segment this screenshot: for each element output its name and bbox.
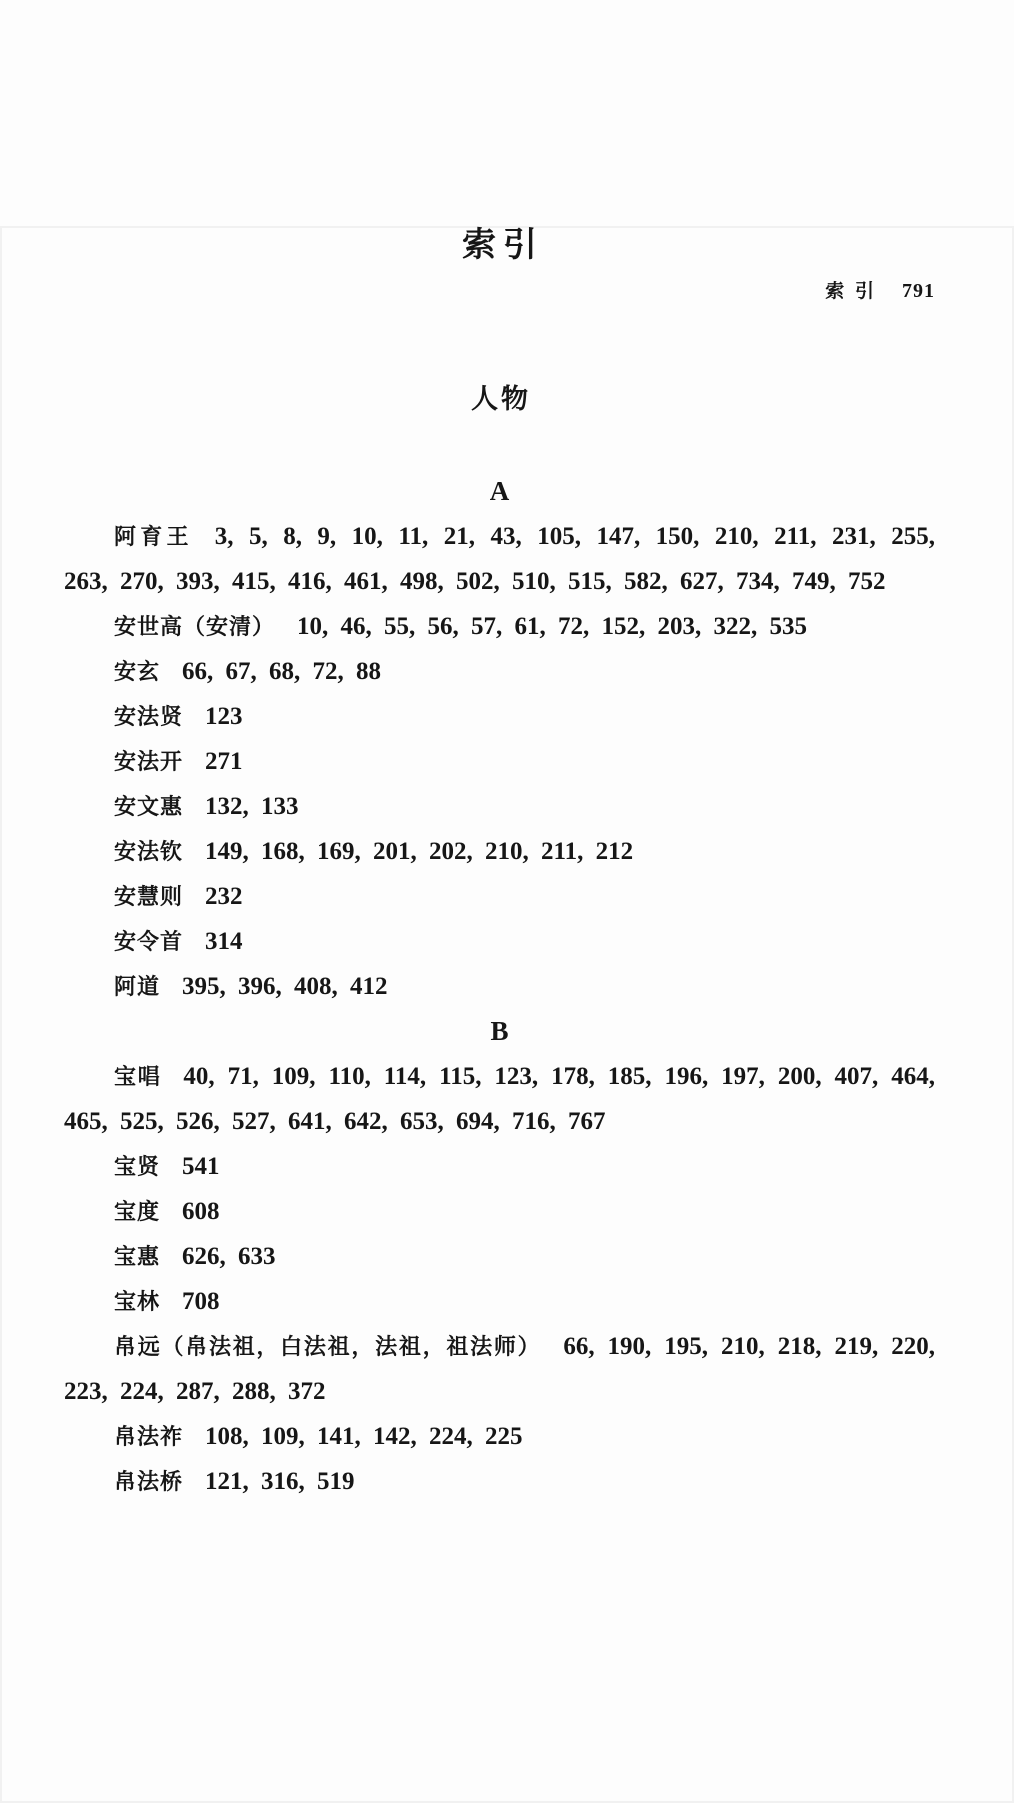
index-entry xyxy=(64,694,935,739)
index-entry xyxy=(64,1054,935,1144)
index-groups xyxy=(64,469,935,1504)
entry-pages: 314 xyxy=(205,928,243,955)
index-entry xyxy=(64,829,935,874)
entry-pages: 708 xyxy=(182,1288,220,1315)
entry-name: 宝惠 xyxy=(114,1244,161,1269)
index-subtitle: 人物 xyxy=(471,384,531,414)
running-header-page-number: 791 xyxy=(902,280,935,302)
entry-pages: 108, 109, 141, 142, 224, 225 xyxy=(205,1423,523,1450)
entry-pages: 66, 67, 68, 72, 88 xyxy=(182,658,382,685)
entry-pages: 626, 633 xyxy=(182,1243,276,1270)
entry-name: 阿道 xyxy=(114,974,161,999)
page xyxy=(0,226,1014,1803)
entry-name: 宝唱 xyxy=(114,1064,162,1089)
entry-name: 帛远（帛法祖，白法祖，法祖，祖法师） xyxy=(114,1334,542,1359)
entry-name: 宝林 xyxy=(114,1289,161,1314)
entry-pages: 123 xyxy=(205,703,243,730)
entry-pages: 121, 316, 519 xyxy=(205,1468,355,1495)
running-header-section-label: 索 引 xyxy=(825,281,877,302)
entry-name: 安法开 xyxy=(114,749,184,774)
index-content xyxy=(64,226,935,1504)
group-entries xyxy=(64,514,935,1009)
entry-pages: 66, 190, 195, 210, 218, 219, 220, 223, 224, 287, 288, 372 xyxy=(64,1333,935,1405)
index-entry xyxy=(64,1144,935,1189)
entry-pages: 608 xyxy=(182,1198,220,1225)
entry-pages: 3, 5, 8, 9, 10, 11, 21, 43, 105, 147, 150, 210, 211, 231, 255, 263, 270, 393, 415, 416, 461, 498, 502, 510, 515, 582, 627, 734, 749, 752 xyxy=(64,523,935,595)
index-entry xyxy=(64,1324,935,1414)
index-entry xyxy=(64,649,935,694)
group-letter: B xyxy=(490,1016,509,1046)
entry-name: 安法贤 xyxy=(114,704,184,729)
index-title: 索引 xyxy=(462,227,544,264)
group-letter: A xyxy=(489,476,510,506)
entry-name: 安法钦 xyxy=(114,839,184,864)
entry-pages: 132, 133 xyxy=(205,793,299,820)
index-entry xyxy=(64,964,935,1009)
entry-name: 宝贤 xyxy=(114,1154,161,1179)
group-entries xyxy=(64,1054,935,1504)
index-group xyxy=(64,1009,935,1504)
index-entry xyxy=(64,784,935,829)
entry-pages: 232 xyxy=(205,883,243,910)
index-entry xyxy=(64,874,935,919)
index-entry xyxy=(64,604,935,649)
index-entry xyxy=(64,1279,935,1324)
index-entry xyxy=(64,514,935,604)
entry-name: 安慧则 xyxy=(114,884,184,909)
entry-name: 安文惠 xyxy=(114,794,184,819)
index-entry xyxy=(64,919,935,964)
running-header xyxy=(825,276,935,303)
entry-pages: 40, 71, 109, 110, 114, 115, 123, 178, 185, 196, 197, 200, 407, 464, 465, 525, 526, 527, 641, 642, 653, 694, 716, 767 xyxy=(64,1063,935,1135)
entry-name: 安令首 xyxy=(114,929,184,954)
index-entry xyxy=(64,1234,935,1279)
entry-pages: 271 xyxy=(205,748,243,775)
entry-pages: 395, 396, 408, 412 xyxy=(182,973,388,1000)
entry-name: 宝度 xyxy=(114,1199,161,1224)
entry-name: 阿育王 xyxy=(114,524,193,549)
entry-pages: 541 xyxy=(182,1153,220,1180)
index-group xyxy=(64,469,935,1009)
entry-name: 安玄 xyxy=(114,659,161,684)
index-entry xyxy=(64,1459,935,1504)
entry-name: 帛法桥 xyxy=(114,1469,184,1494)
entry-name: 帛法祚 xyxy=(114,1424,184,1449)
index-entry xyxy=(64,1189,935,1234)
index-entry xyxy=(64,1414,935,1459)
index-entry xyxy=(64,739,935,784)
entry-pages: 149, 168, 169, 201, 202, 210, 211, 212 xyxy=(205,838,634,865)
entry-name: 安世高（安清） xyxy=(114,614,276,639)
entry-pages: 10, 46, 55, 56, 57, 61, 72, 152, 203, 322, 535 xyxy=(297,613,808,640)
